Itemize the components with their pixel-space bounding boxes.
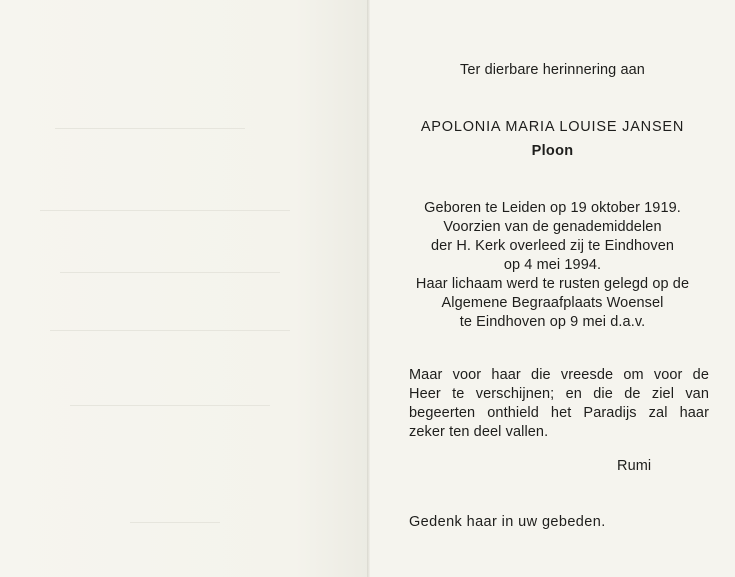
deceased-nickname: Ploon [531, 143, 574, 159]
prayer-request: Gedenk haar in uw gebeden. [409, 514, 606, 530]
quote [409, 366, 709, 442]
quote-line: Heer te verschijnen; en die de ziel van [409, 386, 709, 402]
memorial-heading: Ter dierbare herinnering aan [460, 62, 645, 78]
bio-line: Haar lichaam werd te rusten gelegd op de [415, 276, 690, 292]
bio-line: op 4 mei 1994. [503, 257, 602, 273]
quote-line: begeerten onthield het Paradijs zal haar [409, 405, 709, 421]
bio-line: te Eindhoven op 9 mei d.a.v. [459, 314, 646, 330]
quote-author: Rumi [617, 458, 652, 474]
bio-line: Geboren te Leiden op 19 oktober 1919. [424, 200, 681, 216]
biography [370, 199, 735, 332]
bio-line: Voorzien van de genademiddelen [443, 219, 662, 235]
bio-line: Algemene Begraafplaats Woensel [441, 295, 664, 311]
deceased-full-name: APOLONIA MARIA LOUISE JANSEN [420, 119, 685, 135]
quote-line: Maar voor haar die vreesde om voor de [409, 367, 709, 383]
quote-line: zeker ten deel vallen. [409, 424, 549, 440]
bio-line: der H. Kerk overleed zij te Eindhoven [430, 238, 675, 254]
